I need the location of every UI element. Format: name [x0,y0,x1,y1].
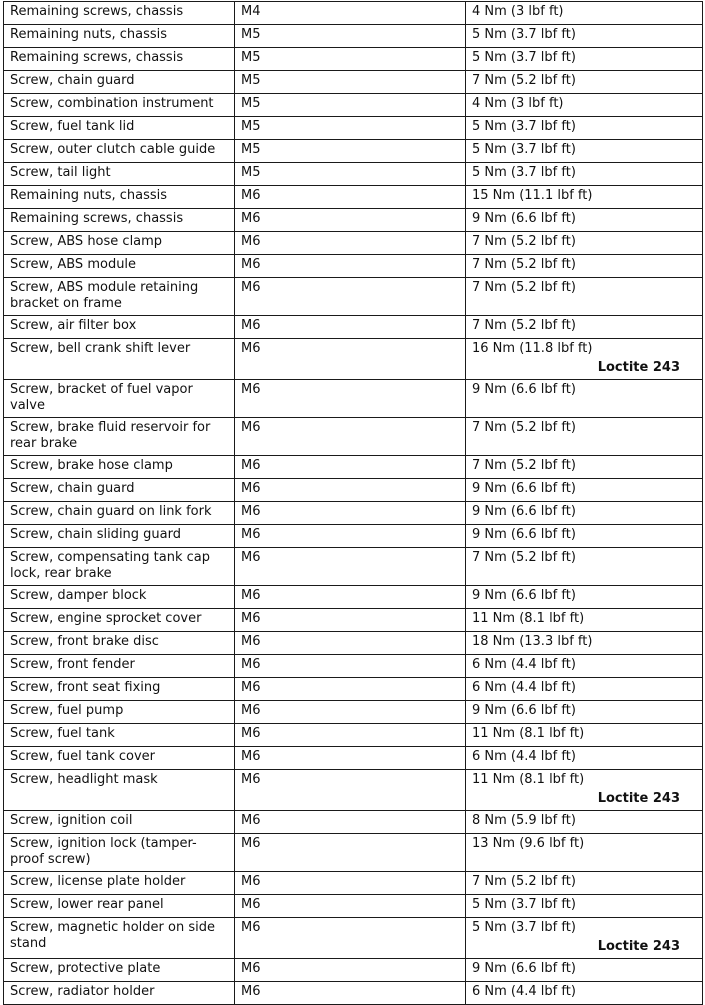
torque-cell-text: 7 Nm (5.2 lbf ft) [472,280,576,295]
thread-size-cell [235,25,466,48]
torque-cell-text: 9 Nm (6.6 lbf ft) [472,211,576,226]
part-name-cell [4,895,235,918]
table-row [4,232,703,255]
table-row [4,2,703,25]
thread-size-cell [235,959,466,982]
part-name-cell [4,186,235,209]
thread-size-cell-text: M6 [241,813,261,828]
part-name-cell [4,502,235,525]
torque-cell [466,872,703,895]
part-name-cell-text: Screw, air filter box [10,318,137,333]
part-name-cell [4,278,235,316]
torque-cell-text: 4 Nm (3 lbf ft) [472,4,564,19]
torque-cell-text: 9 Nm (6.6 lbf ft) [472,527,576,542]
torque-cell [466,525,703,548]
table-row [4,418,703,456]
thread-size-cell-text: M5 [241,165,261,180]
torque-cell-text: 7 Nm (5.2 lbf ft) [472,874,576,889]
part-name-cell [4,525,235,548]
part-name-cell [4,872,235,895]
table-row [4,456,703,479]
table-row [4,609,703,632]
thread-size-cell [235,872,466,895]
thread-size-cell-text: M6 [241,481,261,496]
thread-size-cell [235,117,466,140]
part-name-cell [4,586,235,609]
torque-cell [466,94,703,117]
part-name-cell-text: Screw, fuel tank cover [10,749,156,764]
threadlocker-note: Loctite 243 [597,791,680,806]
torque-cell [466,25,703,48]
torque-cell-text: 8 Nm (5.9 lbf ft) [472,813,576,828]
table-row [4,872,703,895]
torque-cell-text: 7 Nm (5.2 lbf ft) [472,257,576,272]
torque-cell [466,479,703,502]
table-row [4,548,703,586]
torque-cell-text: 4 Nm (3 lbf ft) [472,96,564,111]
part-name-cell [4,94,235,117]
torque-cell [466,2,703,25]
thread-size-cell [235,232,466,255]
part-name-cell-text: Screw, chain guard [10,481,135,496]
thread-size-cell [235,255,466,278]
thread-size-cell-text: M6 [241,961,261,976]
thread-size-cell [235,548,466,586]
thread-size-cell-text: M6 [241,657,261,672]
part-name-cell [4,48,235,71]
thread-size-cell [235,724,466,747]
part-name-cell-text: Screw, combination instrument [10,96,214,111]
thread-size-cell [235,48,466,71]
part-name-cell-text: Screw, headlight mask [10,772,158,787]
torque-spec-table [3,1,703,1005]
table-row [4,895,703,918]
part-name-cell [4,959,235,982]
table-row [4,380,703,418]
part-name-cell [4,548,235,586]
torque-cell-text: 5 Nm (3.7 lbf ft) [472,165,576,180]
torque-cell [466,48,703,71]
part-name-cell [4,811,235,834]
thread-size-cell [235,632,466,655]
part-name-cell-text: Screw, compensating tank cap lock, rear brake [10,550,211,581]
thread-size-cell [235,502,466,525]
threadlocker-note: Loctite 243 [597,939,680,954]
table-row [4,48,703,71]
table-row [4,255,703,278]
thread-size-cell [235,701,466,724]
table-row [4,525,703,548]
torque-cell [466,209,703,232]
part-name-cell-text: Screw, protective plate [10,961,161,976]
torque-cell [466,747,703,770]
thread-size-cell-text: M6 [241,588,261,603]
part-name-cell [4,71,235,94]
thread-size-cell-text: M6 [241,680,261,695]
torque-cell-text: 7 Nm (5.2 lbf ft) [472,318,576,333]
table-row [4,502,703,525]
thread-size-cell-text: M6 [241,188,261,203]
torque-cell-text: 9 Nm (6.6 lbf ft) [472,481,576,496]
table-row [4,982,703,1005]
torque-cell [466,117,703,140]
torque-cell-text: 15 Nm (11.1 lbf ft) [472,188,593,203]
torque-cell [466,959,703,982]
part-name-cell-text: Remaining screws, chassis [10,211,184,226]
part-name-cell-text: Screw, front brake disc [10,634,159,649]
part-name-cell [4,918,235,959]
thread-size-cell [235,918,466,959]
torque-table-page [3,1,703,1005]
part-name-cell-text: Screw, radiator holder [10,984,155,999]
table-row [4,770,703,811]
table-row [4,678,703,701]
torque-cell-text: 13 Nm (9.6 lbf ft) [472,836,585,851]
torque-cell-text: 9 Nm (6.6 lbf ft) [472,703,576,718]
part-name-cell [4,456,235,479]
torque-cell-text: 6 Nm (4.4 lbf ft) [472,749,576,764]
part-name-cell-text: Remaining nuts, chassis [10,188,168,203]
torque-cell [466,655,703,678]
part-name-cell [4,747,235,770]
part-name-cell-text: Screw, bell crank shift lever [10,341,191,356]
part-name-cell [4,724,235,747]
thread-size-cell [235,418,466,456]
table-row [4,655,703,678]
torque-cell-text: 9 Nm (6.6 lbf ft) [472,961,576,976]
thread-size-cell-text: M6 [241,527,261,542]
torque-cell-text: 7 Nm (5.2 lbf ft) [472,420,576,435]
thread-size-cell [235,163,466,186]
part-name-cell [4,479,235,502]
table-row [4,186,703,209]
part-name-cell-text: Screw, ABS module [10,257,137,272]
thread-size-cell [235,71,466,94]
torque-cell-text: 6 Nm (4.4 lbf ft) [472,984,576,999]
torque-cell [466,834,703,872]
torque-cell-text: 11 Nm (8.1 lbf ft) [472,772,585,787]
thread-size-cell-text: M6 [241,211,261,226]
torque-cell [466,339,703,380]
part-name-cell-text: Remaining screws, chassis [10,50,184,65]
thread-size-cell [235,834,466,872]
thread-size-cell [235,747,466,770]
torque-cell [466,701,703,724]
part-name-cell-text: Screw, brake hose clamp [10,458,173,473]
part-name-cell-text: Screw, ABS module retaining bracket on frame [10,280,199,311]
thread-size-cell-text: M6 [241,726,261,741]
torque-cell [466,895,703,918]
thread-size-cell-text: M6 [241,984,261,999]
part-name-cell-text: Screw, bracket of fuel vapor valve [10,382,193,413]
thread-size-cell [235,811,466,834]
table-row [4,140,703,163]
part-name-cell-text: Screw, front seat fixing [10,680,161,695]
thread-size-cell-text: M5 [241,73,261,88]
thread-size-cell [235,479,466,502]
thread-size-cell-text: M6 [241,382,261,397]
thread-size-cell-text: M6 [241,772,261,787]
torque-cell-text: 11 Nm (8.1 lbf ft) [472,726,585,741]
thread-size-cell [235,2,466,25]
torque-cell-text: 9 Nm (6.6 lbf ft) [472,504,576,519]
part-name-cell-text: Screw, fuel pump [10,703,124,718]
table-row [4,724,703,747]
thread-size-cell [235,456,466,479]
torque-cell [466,71,703,94]
table-row [4,94,703,117]
thread-size-cell [235,316,466,339]
torque-cell-text: 11 Nm (8.1 lbf ft) [472,611,585,626]
table-row [4,163,703,186]
thread-size-cell [235,186,466,209]
part-name-cell-text: Screw, magnetic holder on side stand [10,920,215,951]
thread-size-cell-text: M6 [241,611,261,626]
torque-cell-text: 5 Nm (3.7 lbf ft) [472,920,576,935]
thread-size-cell-text: M6 [241,874,261,889]
thread-size-cell [235,339,466,380]
part-name-cell-text: Screw, tail light [10,165,111,180]
thread-size-cell-text: M6 [241,920,261,935]
torque-cell-text: 16 Nm (11.8 lbf ft) [472,341,593,356]
part-name-cell-text: Screw, lower rear panel [10,897,164,912]
part-name-cell [4,609,235,632]
table-row [4,278,703,316]
thread-size-cell [235,655,466,678]
thread-size-cell-text: M6 [241,550,261,565]
torque-cell-text: 5 Nm (3.7 lbf ft) [472,119,576,134]
part-name-cell [4,770,235,811]
torque-cell [466,548,703,586]
torque-cell-text: 6 Nm (4.4 lbf ft) [472,657,576,672]
table-row [4,117,703,140]
table-row [4,701,703,724]
threadlocker-note: Loctite 243 [597,360,680,375]
torque-cell [466,918,703,959]
thread-size-cell-text: M6 [241,280,261,295]
thread-size-cell [235,278,466,316]
part-name-cell-text: Screw, chain sliding guard [10,527,181,542]
torque-cell-text: 9 Nm (6.6 lbf ft) [472,382,576,397]
part-name-cell [4,678,235,701]
table-row [4,632,703,655]
part-name-cell-text: Screw, chain guard [10,73,135,88]
torque-cell [466,163,703,186]
torque-cell-text: 18 Nm (13.3 lbf ft) [472,634,593,649]
thread-size-cell [235,525,466,548]
part-name-cell-text: Remaining screws, chassis [10,4,184,19]
part-name-cell-text: Screw, ignition lock (tamper-proof screw) [10,836,197,867]
part-name-cell-text: Screw, chain guard on link fork [10,504,212,519]
torque-cell [466,586,703,609]
thread-size-cell-text: M6 [241,257,261,272]
thread-size-cell-text: M5 [241,96,261,111]
torque-cell [466,724,703,747]
torque-cell [466,982,703,1005]
thread-size-cell [235,94,466,117]
part-name-cell [4,255,235,278]
part-name-cell-text: Screw, brake fluid reservoir for rear brake [10,420,211,451]
torque-cell-text: 7 Nm (5.2 lbf ft) [472,550,576,565]
torque-cell-text: 5 Nm (3.7 lbf ft) [472,50,576,65]
thread-size-cell [235,678,466,701]
thread-size-cell-text: M6 [241,341,261,356]
thread-size-cell-text: M6 [241,749,261,764]
table-row [4,747,703,770]
torque-cell-text: 6 Nm (4.4 lbf ft) [472,680,576,695]
part-name-cell [4,163,235,186]
torque-cell-text: 7 Nm (5.2 lbf ft) [472,234,576,249]
torque-cell-text: 5 Nm (3.7 lbf ft) [472,27,576,42]
torque-cell [466,770,703,811]
torque-cell [466,255,703,278]
part-name-cell-text: Screw, fuel tank lid [10,119,135,134]
thread-size-cell-text: M6 [241,458,261,473]
thread-size-cell-text: M6 [241,420,261,435]
part-name-cell [4,418,235,456]
part-name-cell [4,140,235,163]
torque-cell [466,678,703,701]
table-row [4,586,703,609]
table-row [4,209,703,232]
torque-cell [466,232,703,255]
thread-size-cell-text: M6 [241,703,261,718]
part-name-cell [4,25,235,48]
torque-cell-text: 7 Nm (5.2 lbf ft) [472,73,576,88]
part-name-cell-text: Screw, front fender [10,657,135,672]
part-name-cell-text: Screw, fuel tank [10,726,115,741]
thread-size-cell [235,380,466,418]
table-body [4,2,703,1005]
table-row [4,71,703,94]
part-name-cell [4,632,235,655]
part-name-cell [4,655,235,678]
thread-size-cell [235,586,466,609]
part-name-cell-text: Screw, ignition coil [10,813,133,828]
table-row [4,316,703,339]
thread-size-cell-text: M6 [241,634,261,649]
table-row [4,479,703,502]
part-name-cell-text: Screw, engine sprocket cover [10,611,202,626]
thread-size-cell-text: M6 [241,836,261,851]
table-row [4,834,703,872]
thread-size-cell [235,982,466,1005]
part-name-cell [4,701,235,724]
torque-cell-text: 9 Nm (6.6 lbf ft) [472,588,576,603]
part-name-cell [4,2,235,25]
torque-cell-text: 7 Nm (5.2 lbf ft) [472,458,576,473]
table-row [4,918,703,959]
thread-size-cell-text: M5 [241,119,261,134]
part-name-cell [4,834,235,872]
part-name-cell [4,209,235,232]
thread-size-cell [235,609,466,632]
torque-cell [466,811,703,834]
torque-cell [466,278,703,316]
part-name-cell [4,232,235,255]
part-name-cell-text: Screw, ABS hose clamp [10,234,163,249]
part-name-cell-text: Remaining nuts, chassis [10,27,168,42]
torque-cell [466,632,703,655]
part-name-cell [4,982,235,1005]
torque-cell [466,380,703,418]
table-row [4,811,703,834]
thread-size-cell [235,770,466,811]
table-row [4,959,703,982]
thread-size-cell-text: M6 [241,897,261,912]
part-name-cell-text: Screw, license plate holder [10,874,186,889]
part-name-cell [4,117,235,140]
part-name-cell [4,339,235,380]
thread-size-cell [235,209,466,232]
torque-cell-text: 5 Nm (3.7 lbf ft) [472,897,576,912]
thread-size-cell-text: M6 [241,504,261,519]
thread-size-cell-text: M5 [241,50,261,65]
torque-cell [466,140,703,163]
thread-size-cell-text: M6 [241,318,261,333]
table-row [4,339,703,380]
part-name-cell-text: Screw, outer clutch cable guide [10,142,216,157]
thread-size-cell-text: M5 [241,142,261,157]
thread-size-cell-text: M6 [241,234,261,249]
thread-size-cell [235,895,466,918]
table-row [4,25,703,48]
torque-cell [466,502,703,525]
torque-cell [466,609,703,632]
torque-cell [466,316,703,339]
torque-cell [466,456,703,479]
thread-size-cell [235,140,466,163]
part-name-cell-text: Screw, damper block [10,588,147,603]
torque-cell [466,186,703,209]
thread-size-cell-text: M5 [241,27,261,42]
torque-cell-text: 5 Nm (3.7 lbf ft) [472,142,576,157]
part-name-cell [4,316,235,339]
part-name-cell [4,380,235,418]
torque-cell [466,418,703,456]
thread-size-cell-text: M4 [241,4,261,19]
